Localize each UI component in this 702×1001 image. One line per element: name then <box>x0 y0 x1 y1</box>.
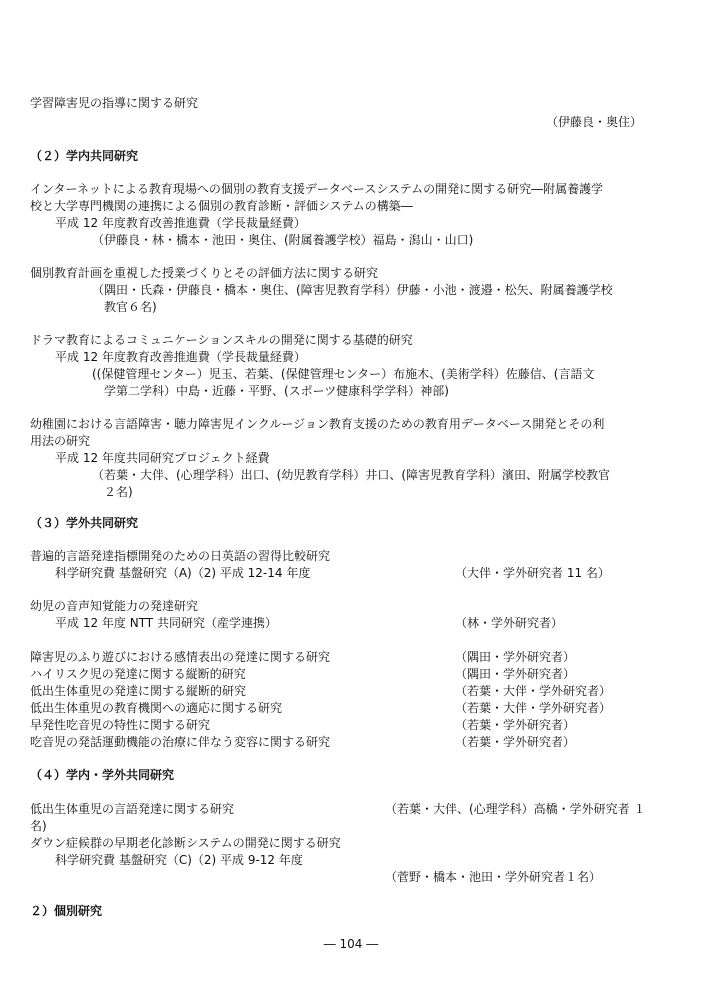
research-title: 低出生体重児の教育機関への適応に関する研究 <box>30 701 283 715</box>
researchers: （林・学外研究者） <box>455 616 564 630</box>
funding: 科学研究費 基盤研究（A)（2) 平成 12-14 年度 <box>55 566 311 580</box>
researchers: （若葉・大伴・学外研究者） <box>455 701 612 715</box>
funding: 平成 12 年度共同研究プロジェクト経費 <box>55 451 270 465</box>
section-heading-4: （４）学内・学外共同研究 <box>30 768 175 782</box>
research-title: 幼児の音声知覚能力の発達研究 <box>30 599 199 613</box>
researchers: （大伴・学外研究者 11 名） <box>455 566 610 580</box>
researchers-cont: 教官６名) <box>104 300 157 314</box>
researchers: （若葉・学外研究者） <box>455 735 576 749</box>
researchers: （若葉・大伴、(心理学科）高橋・学外研究者 １ <box>385 802 646 816</box>
researchers-cont: 学第二学科）中島・近藤・平野、(スポーツ健康科学学科）神部) <box>104 384 449 398</box>
research-title: 低出生体重児の言語発達に関する研究 <box>30 802 235 816</box>
researchers: （菅野・橋本・池田・学外研究者１名） <box>385 870 602 884</box>
research-title: 普遍的言語発達指標開発のための日英語の習得比較研究 <box>30 549 331 563</box>
research-title-cont: 校と大学専門機関の連携による個別の教育診断・評価システムの構築― <box>30 199 413 213</box>
researchers: （伊藤良・奥住） <box>545 115 642 129</box>
funding: 平成 12 年度教育改善推進費（学長裁量経費） <box>55 216 306 230</box>
research-title: 吃音児の発話運動機能の治療に伴なう変容に関する研究 <box>30 735 331 749</box>
researchers: （若葉・大伴・学外研究者） <box>455 684 612 698</box>
research-title: 個別教育計画を重視した授業づくりとその評価方法に関する研究 <box>30 266 379 280</box>
funding: 科学研究費 基盤研究（C)（2) 平成 9-12 年度 <box>55 853 303 867</box>
researchers: （隅田・氏森・伊藤良・橋本・奥住、(障害児教育学科）伊藤・小池・渡邉・松矢、附属養護学校 <box>92 283 613 297</box>
research-title: 学習障害児の指導に関する研究 <box>30 96 199 110</box>
researchers-cont: ２名) <box>104 485 133 499</box>
research-title: 低出生体重児の発達に関する縦断的研究 <box>30 684 247 698</box>
funding: 平成 12 年度 NTT 共同研究（産学連携） <box>55 616 277 630</box>
researchers: （隅田・学外研究者） <box>455 650 576 664</box>
section-heading-3: （３）学外共同研究 <box>30 516 139 530</box>
researchers: （若葉・大伴、(心理学科）出口、(幼児教育学科）井口、(障害児教育学科）濱田、附属学校教官 <box>92 468 611 482</box>
research-title: 早発性吃音児の特性に関する研究 <box>30 718 211 732</box>
research-title: 障害児のふり遊びにおける感情表出の発達に関する研究 <box>30 650 331 664</box>
researchers: （伊藤良・林・橋本・池田・奥住、(附属養護学校）福島・潟山・山口) <box>92 233 474 247</box>
researchers-cont: 名) <box>30 819 47 833</box>
funding: 平成 12 年度教育改善推進費（学長裁量経費） <box>55 350 306 364</box>
research-title: 幼稚園における言語障害・聴力障害児インクルージョン教育支援のための教育用データベース開発とその利 <box>30 417 605 431</box>
section-heading-individual: ２）個別研究 <box>30 904 103 918</box>
research-title: ダウン症候群の早期老化診断システムの開発に関する研究 <box>30 836 341 850</box>
research-title: ハイリスク児の発達に関する縦断的研究 <box>30 667 246 681</box>
section-heading-2: （２）学内共同研究 <box>30 149 139 163</box>
research-title: インターネットによる教育現場への個別の教育支援データベースシステムの開発に関する研究―附属養護学 <box>30 182 604 196</box>
researchers: （隅田・学外研究者） <box>455 667 576 681</box>
researchers: ((保健管理センター）児玉、若葉、(保健管理センター）布施木、(美術学科）佐藤信、(言語文 <box>92 367 595 381</box>
research-title: ドラマ教育によるコミュニケーションスキルの開発に関する基礎的研究 <box>30 333 413 347</box>
researchers: （若葉・学外研究者） <box>455 718 576 732</box>
page-number: ― 104 ― <box>323 937 379 951</box>
research-title-cont: 用法の研究 <box>30 434 91 448</box>
